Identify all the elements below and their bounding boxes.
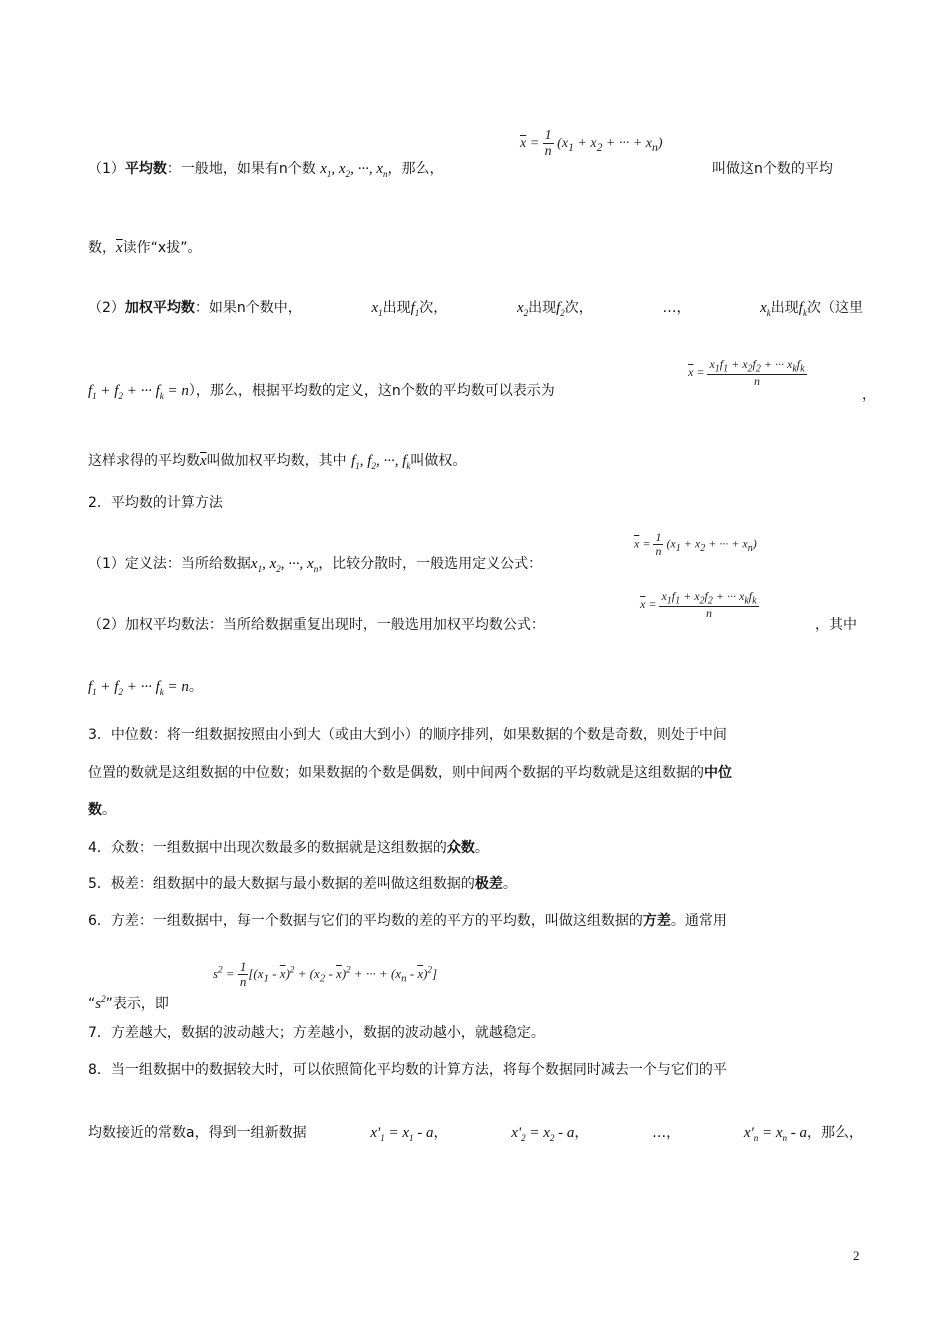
- formula-variance: $s^2$ = $\frac{1}{n}$ [$(x_1 - \overline{x})^2 + (x_2 - \overline{x})^2$ + ··· + $(x_n - \overline{x})^2$]: [213, 959, 438, 990]
- para-mean-line1-tail: 叫做这n个数的平均: [712, 161, 833, 177]
- section-3-line3: 数。: [88, 802, 116, 818]
- section-2-title: 2．平均数的计算方法: [88, 495, 223, 511]
- term-weighted-mean: 加权平均数: [124, 300, 195, 316]
- formula-weighted: $\overline{x}$ = $\frac{x_1f_1 + x_2f_2 + \cdot\cdot\cdot x_kf_k}{n}$: [640, 589, 757, 621]
- section-6-line1: 6．方差：一组数据中，每一个数据与它们的平均数的差的平方的平均数，叫做这组数据的方差。通常用: [88, 913, 727, 929]
- method-definition: （1）定义法：当所给数据$x_1$, $x_2$, ···, $x_n$，比较分散时，一般选用定义公式：: [88, 556, 543, 574]
- math-x-list: $x_1$, $x_2$, ···, $x_n$: [320, 161, 388, 179]
- para-weighted-line3: 这样求得的平均数$\overline{x}$叫做加权平均数，其中 $f_1$, $f_2$, ···, $f_k$叫做权。: [88, 453, 467, 471]
- para-mean-line1: （1）平均数：一般地，如果有n个数 $x_1$, $x_2$, ···, $x_n$，那么，: [88, 161, 444, 179]
- section-3-line1: 3．中位数：将一组数据按照由小到大（或由大到小）的顺序排列，如果数据的个数是奇数，则处于中间: [88, 727, 727, 743]
- term-mean: 平均数: [124, 161, 167, 177]
- section-4: 4．众数：一组数据中出现次数最多的数据就是这组数据的众数。: [88, 840, 489, 856]
- math-xbar: $\overline{x}$: [116, 240, 123, 256]
- formula-definition: $\overline{x}$ = $\frac{1}{n}$ ($x_1 + x_2$ + ··· + $x_n$): [634, 530, 757, 559]
- method-weighted: （2）加权平均数法：当所给数据重复出现时，一般选用加权平均数公式：: [88, 617, 545, 633]
- para-weighted-comma: ，: [862, 387, 876, 403]
- para-mean-line2: 数，$\overline{x}$读作“x拔”。: [88, 240, 202, 256]
- page-number: 2: [853, 1248, 860, 1263]
- section-6-line2: “$s^2$”表示，即: [88, 994, 169, 1012]
- formula-weighted-mean: $\overline{x}$ = $\frac{x_1f_1 + x_2f_2 + \cdot\cdot\cdot x_kf_k}{n}$: [688, 357, 805, 389]
- para-weighted-line1: （2）加权平均数：如果n个数中， $x_1$出现$f_1$次， $x_2$出现$f_2$次， …， $x_k$出现$f_k$次（这里: [88, 300, 863, 318]
- section-3-line2: 位置的数就是这组数据的中位数；如果数据的个数是偶数，则中间两个数据的平均数就是这组数据的中位: [88, 765, 732, 781]
- section-8-line1: 8．当一组数据中的数据较大时，可以依照简化平均数的计算方法，将每个数据同时减去一个与它们的平: [88, 1062, 727, 1078]
- para-weighted-line2: $f_1 + f_2$ + ··· $f_k = n$），那么，根据平均数的定义，这n个数的平均数可以表示为: [88, 383, 555, 401]
- section-5: 5．极差：组数据中的最大数据与最小数据的差叫做这组数据的极差。: [88, 876, 517, 892]
- formula-mean-def: $\overline{x}$ = $\frac{1}{n}$ ($x_1 + x_2$ + ··· + $x_n$): [520, 128, 663, 160]
- section-8-line2: 均数接近的常数a，得到一组新数据 $x'_1 = x_1 - a$， $x'_2 = x_2 - a$， …， $x'_n = x_n - a$，那么，: [88, 1125, 863, 1143]
- method-weighted-tail: ，其中: [815, 617, 857, 633]
- method-weighted-cond: $f_1 + f_2$ + ··· $f_k = n$。: [88, 679, 203, 697]
- section-7: 7．方差越大，数据的波动越大；方差越小，数据的波动越小，就越稳定。: [88, 1025, 545, 1041]
